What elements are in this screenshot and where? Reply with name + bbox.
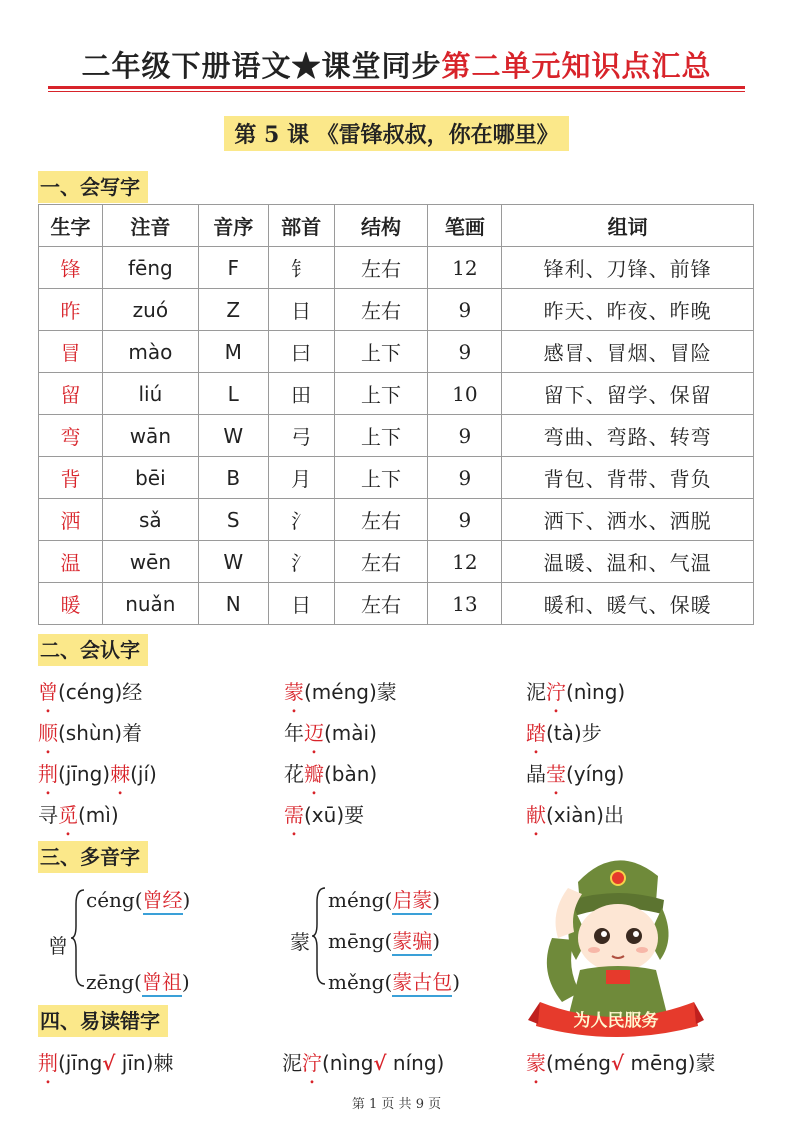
page-title [0, 44, 793, 85]
recognize-item [526, 758, 624, 787]
recognize-item [526, 717, 602, 746]
recognize-text: 步 [581, 721, 602, 745]
table-header-cell: 音序 [198, 205, 268, 247]
section-write: 一、会写字 [38, 171, 148, 203]
misread-char: 蒙 [526, 1051, 546, 1075]
poly-char-ceng: 曾 [48, 934, 68, 958]
recognize-char: 献 [526, 803, 546, 827]
recognize-item [38, 799, 119, 828]
misread-item [526, 1047, 715, 1076]
table-cell: 锋利、刀锋、前锋 [502, 247, 754, 289]
table-cell: 氵 [268, 541, 334, 583]
table-row [39, 247, 754, 289]
table-cell: 洒 [39, 499, 103, 541]
table-cell: 暖和、暖气、保暖 [502, 583, 754, 625]
recognize-text: (yíng) [566, 762, 625, 786]
table-header-cell: 组词 [502, 205, 754, 247]
table-cell: 冒 [39, 331, 103, 373]
table-row [39, 583, 754, 625]
table-cell: 曰 [268, 331, 334, 373]
misread-text: 蒙 [695, 1051, 716, 1075]
recognize-char: 觅 [58, 803, 78, 827]
poly-meng-b: mēng(蒙骗) [328, 925, 440, 954]
table-cell: 9 [428, 331, 502, 373]
table-cell: L [198, 373, 268, 415]
recognize-char: 迈 [304, 721, 324, 745]
table-cell: 上下 [334, 373, 428, 415]
poly-char-meng: 蒙 [290, 930, 310, 954]
table-cell: 钅 [268, 247, 334, 289]
poly-word-zengzu: 曾祖 [142, 970, 182, 997]
recognize-item [38, 676, 142, 705]
check-icon: √ [373, 1051, 387, 1075]
table-cell: W [198, 415, 268, 457]
page-footer: 第 1 页 共 9 页 [351, 1097, 442, 1112]
table-cell: S [198, 499, 268, 541]
title-part2: 第二单元知识点汇总 [441, 49, 712, 83]
poly-word-cengjing: 曾经 [143, 888, 183, 915]
table-row [39, 541, 754, 583]
misread-text: níng) [386, 1051, 445, 1075]
table-cell: 洒下、洒水、洒脱 [502, 499, 754, 541]
recognize-text: (jīng) [58, 762, 111, 786]
table-cell: liú [102, 373, 198, 415]
recognize-char: 顺 [38, 721, 58, 745]
recognize-text: (mài) [324, 721, 377, 745]
check-icon: √ [610, 1051, 625, 1075]
misread-text: (nìng [322, 1051, 374, 1075]
table-cell: nuǎn [102, 583, 198, 625]
table-cell: 上下 [334, 457, 428, 499]
recognize-char: 莹 [546, 762, 566, 786]
table-cell: 日 [268, 583, 334, 625]
recognize-text: 晶 [526, 762, 546, 786]
table-cell: 氵 [268, 499, 334, 541]
misread-text: jīn) [115, 1051, 154, 1075]
recognize-char: 需 [284, 803, 304, 827]
recognize-item [284, 799, 364, 828]
table-cell: mào [102, 331, 198, 373]
table-row [39, 331, 754, 373]
table-cell: fēng [102, 247, 198, 289]
table-row [39, 289, 754, 331]
recognize-char: 踏 [526, 721, 546, 745]
lesson-heading [0, 116, 793, 151]
recognize-char: 瓣 [304, 762, 324, 786]
recognize-grid [38, 676, 754, 836]
table-header-cell: 部首 [268, 205, 334, 247]
table-cell: 弓 [268, 415, 334, 457]
recognize-text: (bàn) [324, 762, 378, 786]
section-recognize: 二、会认字 [38, 634, 148, 666]
recognize-char: 荆 [38, 762, 58, 786]
table-cell: 锋 [39, 247, 103, 289]
table-cell: M [198, 331, 268, 373]
recognize-text: 蒙 [376, 680, 397, 704]
misread-char: 泞 [302, 1051, 322, 1075]
table-cell: 感冒、冒烟、冒险 [502, 331, 754, 373]
recognize-text: 经 [122, 680, 143, 704]
table-cell: 9 [428, 499, 502, 541]
table-cell: 上下 [334, 331, 428, 373]
table-cell: 留下、留学、保留 [502, 373, 754, 415]
recognize-text: (jí) [130, 762, 157, 786]
table-header-cell: 结构 [334, 205, 428, 247]
recognize-char: 曾 [38, 680, 58, 704]
table-cell: 左右 [334, 583, 428, 625]
misread-row [38, 1047, 778, 1081]
misread-text: 泥 [282, 1051, 302, 1075]
poly-word-mengpian: 蒙骗 [392, 929, 432, 956]
soldier-salute-illustration [528, 842, 704, 1038]
table-cell: 10 [428, 373, 502, 415]
recognize-item [38, 758, 157, 787]
table-cell: 温暖、温和、气温 [502, 541, 754, 583]
table-cell: 弯曲、弯路、转弯 [502, 415, 754, 457]
recognize-char: 泞 [546, 680, 566, 704]
table-header-cell: 注音 [102, 205, 198, 247]
table-cell: 留 [39, 373, 103, 415]
table-cell: sǎ [102, 499, 198, 541]
table-cell: 9 [428, 289, 502, 331]
recognize-text: (shùn) [58, 721, 123, 745]
recognize-item [526, 676, 625, 705]
poly-word-menggubao: 蒙古包 [392, 970, 452, 997]
misread-text: mēng) [624, 1051, 696, 1075]
misread-text: (méng [546, 1051, 611, 1075]
recognize-item [526, 799, 624, 828]
check-icon: √ [102, 1051, 116, 1075]
table-cell: wēn [102, 541, 198, 583]
table-cell: 日 [268, 289, 334, 331]
table-cell: Z [198, 289, 268, 331]
poly-ceng-b: zēng(曾祖) [86, 966, 190, 995]
table-cell: W [198, 541, 268, 583]
table-cell: 左右 [334, 541, 428, 583]
table-cell: bēi [102, 457, 198, 499]
table-cell: zuó [102, 289, 198, 331]
title-part1: 二年级下册语文★课堂同步 [81, 49, 442, 83]
poly-ceng-a: céng(曾经) [86, 884, 190, 913]
recognize-text: (tà) [546, 721, 582, 745]
poly-meng-a: méng(启蒙) [328, 884, 440, 913]
recognize-item [284, 758, 377, 787]
table-cell: F [198, 247, 268, 289]
misread-text: (jīng [58, 1051, 103, 1075]
recognize-item [284, 717, 377, 746]
table-row [39, 499, 754, 541]
table-cell: 13 [428, 583, 502, 625]
table-cell: 田 [268, 373, 334, 415]
table-cell: 暖 [39, 583, 103, 625]
table-body [39, 247, 754, 625]
table-row [39, 373, 754, 415]
table-cell: 弯 [39, 415, 103, 457]
recognize-text: (xū) [304, 803, 345, 827]
recognize-text: (méng) [304, 680, 377, 704]
misread-text: 棘 [153, 1051, 174, 1075]
table-row [39, 415, 754, 457]
table-cell: 左右 [334, 289, 428, 331]
table-cell: 左右 [334, 499, 428, 541]
misread-char: 荆 [38, 1051, 58, 1075]
recognize-char: 蒙 [284, 680, 304, 704]
table-cell: 昨天、昨夜、昨晚 [502, 289, 754, 331]
recognize-text: 着 [122, 721, 143, 745]
table-cell: N [198, 583, 268, 625]
table-cell: 12 [428, 247, 502, 289]
section-misread: 四、易读错字 [38, 1005, 168, 1037]
misread-item [38, 1047, 173, 1076]
recognize-text: 年 [284, 721, 304, 745]
section-polyphone: 三、多音字 [38, 841, 148, 873]
recognize-text: 寻 [38, 803, 58, 827]
poly-meng-c: měng(蒙古包) [328, 966, 460, 995]
table-cell: 上下 [334, 415, 428, 457]
recognize-text: (nìng) [566, 680, 626, 704]
title-underline [48, 86, 745, 89]
table-header-cell: 笔画 [428, 205, 502, 247]
table-cell: 月 [268, 457, 334, 499]
table-cell: 9 [428, 415, 502, 457]
table-header [39, 205, 754, 247]
table-cell: 背 [39, 457, 103, 499]
recognize-text: (xiàn) [546, 803, 604, 827]
table-cell: 12 [428, 541, 502, 583]
misread-item [282, 1047, 444, 1076]
recognize-text: 要 [344, 803, 365, 827]
characters-table [38, 204, 754, 625]
table-cell: 左右 [334, 247, 428, 289]
table-cell: wān [102, 415, 198, 457]
recognize-item [38, 717, 142, 746]
table-cell: 9 [428, 457, 502, 499]
recognize-item [284, 676, 397, 705]
table-row [39, 457, 754, 499]
table-cell: 背包、背带、背负 [502, 457, 754, 499]
brace-icon [311, 886, 327, 986]
title-underline-thin [48, 91, 745, 92]
poly-word-qimeng: 启蒙 [392, 888, 432, 915]
badge-text: 为人民服务 [573, 1011, 659, 1031]
recognize-text: (mì) [78, 803, 119, 827]
recognize-text: 泥 [526, 680, 546, 704]
recognize-char: 棘 [110, 762, 131, 786]
brace-icon [70, 888, 86, 988]
table-cell: 温 [39, 541, 103, 583]
recognize-text: 出 [603, 803, 624, 827]
table-cell: B [198, 457, 268, 499]
table-header-cell: 生字 [39, 205, 103, 247]
recognize-text: (céng) [58, 680, 123, 704]
lesson-title: 第 5 课 《雷锋叔叔，你在哪里》 [224, 116, 568, 151]
table-cell: 昨 [39, 289, 103, 331]
recognize-text: 花 [284, 762, 304, 786]
